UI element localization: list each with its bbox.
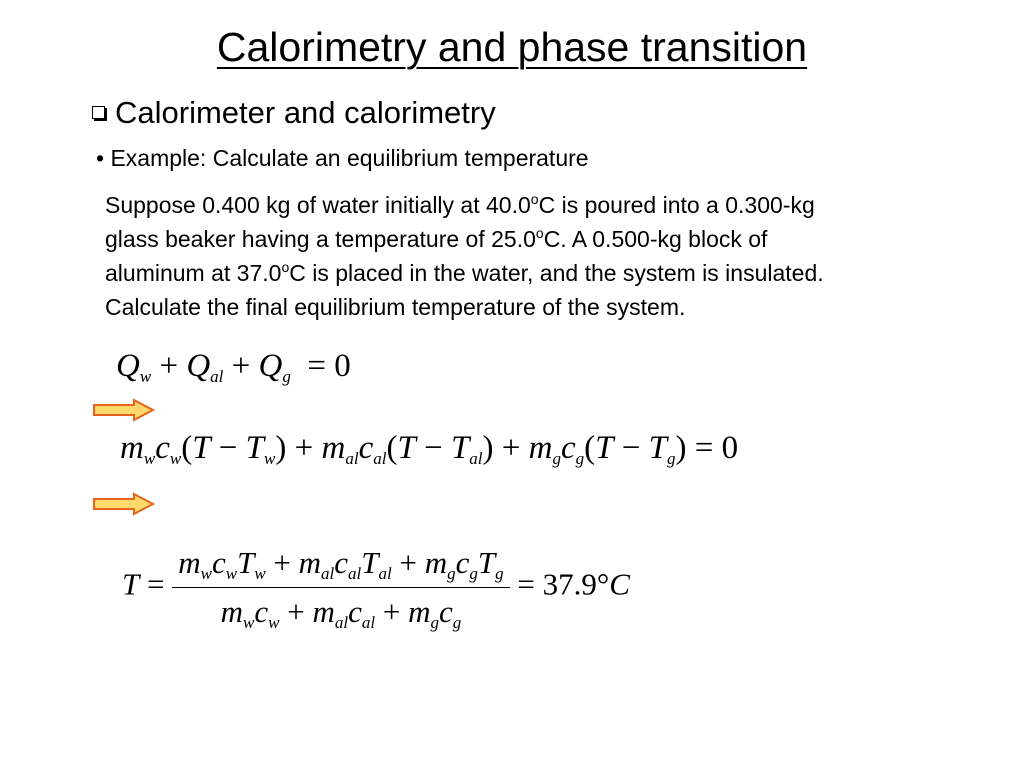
problem-line-3: aluminum at 37.0$^o$C is placed in the water, and the system is insulated. (105, 259, 824, 286)
expanded-heat-equation: $m_wc_w(T - T_w) + m_{al}c_{al}(T - T_{al}) + m_gc_g(T - T_g) = 0$ (120, 430, 739, 468)
slide-title: Calorimetry and phase transition (216, 24, 808, 70)
right-arrow-icon (92, 492, 156, 516)
problem-line-2: glass beaker having a temperature of 25.0$^o$C. A 0.500-kg block of (105, 225, 768, 252)
problem-line-1: Suppose 0.400 kg of water initially at 40.0$^o$C is poured into a 0.300-kg (105, 191, 815, 218)
result-value: = 37.9° (517, 566, 610, 602)
equilibrium-temperature-equation: T = $\frac{m_wc_wT_w + m_{al}c_{al}T_{al} + m_gc_gT_g}{m_wc_w + m_{al}c_{al} + m_gc_g}$ = 37.9°C (122, 545, 630, 632)
problem-line-4: Calculate the final equilibrium temperature of the system. (105, 294, 686, 320)
result-unit: C (609, 566, 630, 602)
fraction-numerator: $m_wc_wT_w + m_{al}c_{al}T_{al} + m_gc_gT_g$ (178, 545, 504, 583)
heat-balance-equation: $Q_w + Q_{al} + Q_g = 0$ (116, 348, 351, 386)
checkbox-bullet-icon (92, 106, 105, 119)
problem-statement (105, 188, 1005, 324)
section-heading (92, 95, 496, 131)
fraction (172, 545, 509, 630)
section-heading-text: Calorimeter and calorimetry (115, 95, 496, 130)
example-bullet: • Example: Calculate an equilibrium temperature (96, 145, 589, 171)
fraction-denominator: $m_wc_w + m_{al}c_{al} + m_gc_g$ (172, 587, 509, 630)
right-arrow-icon (92, 398, 156, 422)
